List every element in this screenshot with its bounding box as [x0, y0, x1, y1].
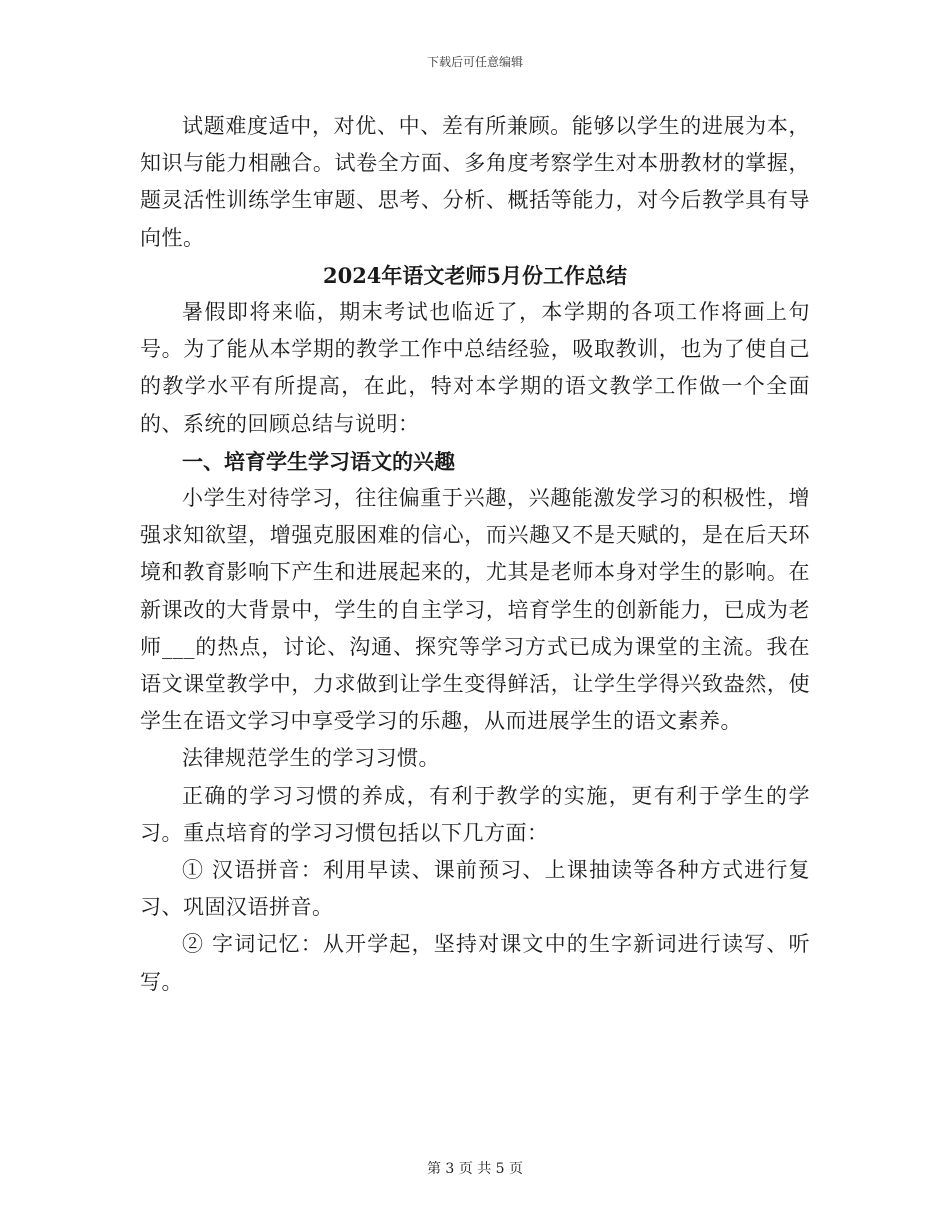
paragraph-habits-intro: 法律规范学生的学习习惯。 — [182, 746, 440, 771]
document-body — [140, 108, 810, 1001]
list-item-vocabulary: ② 字词记忆：从开学起，坚持对课文中的生字新词进行读写、听写。 — [140, 932, 810, 994]
paragraph-exam-review: 试题难度适中，对优、中、差有所兼顾。能够以学生的进展为本，知识与能力相融合。试卷全方面、多角度考察学生对本册教材的掌握，题灵活性训练学生审题、思考、分析、概括等能力，对今后教学具有导向性。 — [140, 114, 810, 250]
paragraph-interest: 小学生对待学习，往往偏重于兴趣，兴趣能激发学习的积极性，增强求知欲望，增强克服困难的信心，而兴趣又不是天赋的，是在后天环境和教育影响下产生和进展起来的，尤其是老师本身对学生的影响。在新课改的大背景中，学生的自主学习，培育学生的创新能力，已成为老师___的热点，讨论、沟通、探究等学习方式已成为课堂的主流。我在语文课堂教学中，力求做到让学生变得鲜活，让学生学得兴致盎然，使学生在语文学习中享受学习的乐趣，从而进展学生的语文素养。 — [140, 486, 810, 734]
section-heading-interest: 一、培育学生学习语文的兴趣 — [182, 448, 455, 474]
paragraph-introduction: 暑假即将来临，期末考试也临近了，本学期的各项工作将画上句号。为了能从本学期的教学工作中总结经验，吸取教训，也为了使自己的教学水平有所提高，在此，特对本学期的语文教学工作做一个全面的、系统的回顾总结与说明： — [140, 300, 810, 436]
page-header: 下载后可任意编辑 — [426, 55, 523, 69]
list-item-pinyin: ① 汉语拼音：利用早读、课前预习、上课抽读等各种方式进行复习、巩固汉语拼音。 — [140, 858, 810, 920]
document-title: 2024年语文老师5月份工作总结 — [322, 262, 628, 288]
page-number: 第 3 页 共 5 页 — [426, 1161, 524, 1177]
paragraph-habits: 正确的学习习惯的养成，有利于教学的实施，更有利于学生的学习。重点培育的学习习惯包括以下几方面： — [140, 783, 810, 845]
